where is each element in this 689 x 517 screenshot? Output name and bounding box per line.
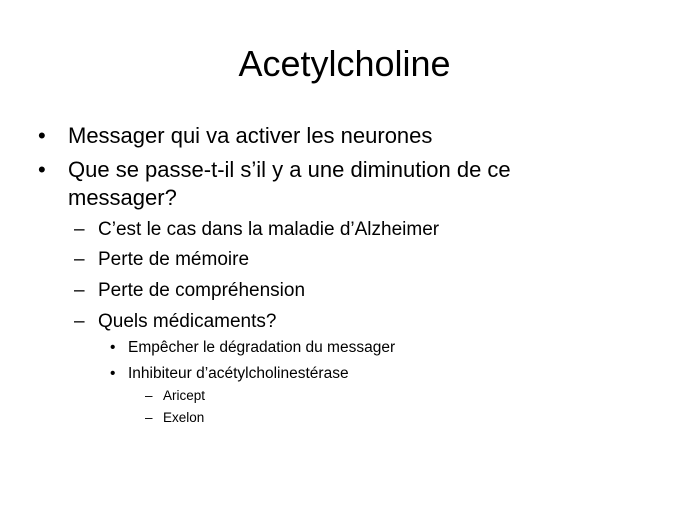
sub-bullet-marker: – — [74, 219, 85, 240]
level3-bullet-text: Empêcher le dégradation du messager — [128, 339, 396, 356]
sub-bullet-text: Quels médicaments? — [98, 311, 277, 332]
level3-bullet-marker: • — [110, 365, 116, 382]
bullet-text: Messager qui va activer les neurones — [68, 123, 433, 148]
level4-bullet-marker: – — [145, 410, 153, 425]
level3-bullet-marker: • — [110, 339, 116, 356]
slide-title: Acetylcholine — [238, 43, 451, 84]
sub-bullet-text: Perte de mémoire — [98, 249, 250, 270]
sub-bullet-text: Perte de compréhension — [98, 280, 306, 301]
level4-bullet-text: Exelon — [163, 410, 205, 425]
level4-bullet-marker: – — [145, 388, 153, 403]
bullet-text-line-2: messager? — [68, 185, 177, 210]
bullet-text-line-1: Que se passe-t-il s’il y a une diminution de ce — [68, 157, 511, 182]
bullet-marker: • — [38, 123, 46, 148]
level4-bullet-text: Aricept — [163, 388, 206, 403]
bullet-marker: • — [38, 157, 46, 182]
sub-bullet-marker: – — [74, 311, 85, 332]
level3-bullet-text: Inhibiteur d’acétylcholinestérase — [128, 365, 349, 382]
sub-bullet-marker: – — [74, 249, 85, 270]
sub-bullet-text: C’est le cas dans la maladie d’Alzheimer — [98, 219, 440, 240]
sub-bullet-marker: – — [74, 280, 85, 301]
